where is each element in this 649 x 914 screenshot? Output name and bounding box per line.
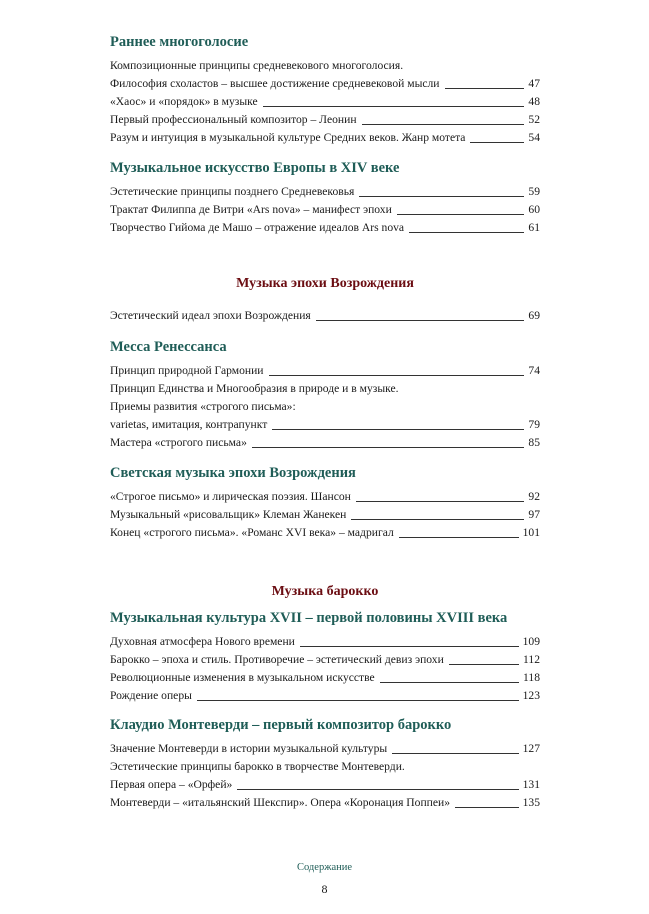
- section-title: Музыкальное искусство Европы в XIV веке: [110, 160, 400, 176]
- toc-entry-title: Разум и интуиция в музыкальной культуре Средних веков. Жанр мотета: [110, 131, 466, 144]
- leader-line: [300, 646, 519, 647]
- toc-entry-page: 101: [522, 526, 540, 539]
- toc-entry-title: Философия схоластов – высшее достижение средневековой мысли: [110, 77, 440, 90]
- leader-line: [392, 753, 518, 754]
- toc-entry-page: 109: [522, 635, 540, 648]
- leader-line: [197, 700, 519, 701]
- part-renaissance: [110, 274, 540, 325]
- toc-entry[interactable]: [110, 201, 540, 219]
- running-footer-title: Содержание: [296, 862, 353, 873]
- section-title: Раннее многоголосие: [110, 34, 249, 50]
- toc-entry-page: 135: [522, 796, 540, 809]
- toc-entry-title: Принцип природной Гармонии: [110, 364, 264, 377]
- toc-entry-title: «Строгое письмо» и лирическая поэзия. Шансон: [110, 490, 351, 503]
- part-title: Музыка барокко: [271, 584, 379, 599]
- leader-line: [272, 429, 524, 430]
- toc-entry[interactable]: [110, 740, 540, 758]
- toc-entry-text: Принцип Единства и Многообразия в природе и в музыке.: [110, 382, 399, 395]
- section-title: Светская музыка эпохи Возрождения: [110, 465, 356, 481]
- leader-line: [252, 447, 525, 448]
- toc-entry-title: Революционные изменения в музыкальном искусстве: [110, 671, 375, 684]
- toc-entry-page: 54: [528, 131, 540, 144]
- leader-line: [397, 214, 525, 215]
- leader-line: [263, 106, 525, 107]
- toc-entry[interactable]: [110, 219, 540, 237]
- leader-line: [399, 537, 519, 538]
- toc-entry[interactable]: [110, 416, 540, 434]
- toc-entry-title: Мастера «строгого письма»: [110, 436, 247, 449]
- toc-entry-text: Эстетические принципы барокко в творчестве Монтеверди.: [110, 760, 405, 773]
- toc-entry[interactable]: [110, 111, 540, 129]
- toc-entry[interactable]: [110, 651, 540, 669]
- toc-entry[interactable]: [110, 524, 540, 542]
- page-number: 8: [321, 882, 328, 896]
- leader-line: [449, 664, 519, 665]
- toc-entry-text: Композиционные принципы средневекового многоголосия.: [110, 59, 404, 72]
- toc-entry-page: 79: [528, 418, 540, 431]
- toc-entry[interactable]: [110, 794, 540, 812]
- toc-entry[interactable]: [110, 93, 540, 111]
- toc-entry[interactable]: [110, 687, 540, 705]
- leader-line: [362, 124, 525, 125]
- leader-line: [316, 320, 525, 321]
- toc-entry[interactable]: [110, 183, 540, 201]
- toc-entry-title: Первая опера – «Орфей»: [110, 778, 233, 791]
- toc-entry-page: 131: [522, 778, 540, 791]
- section-early-polyphony: [110, 32, 540, 147]
- toc-entry-title: Монтеверди – «итальянский Шекспир». Опера «Коронация Поппеи»: [110, 796, 451, 809]
- toc-entry-page: 74: [528, 364, 540, 377]
- toc-entry-page: 52: [528, 113, 540, 126]
- toc-entry-page: 92: [528, 490, 540, 503]
- toc-entry-title: Творчество Гийома де Машо – отражение идеалов Ars nova: [110, 221, 405, 234]
- toc-entry[interactable]: [110, 669, 540, 687]
- toc-entry-title: Рождение оперы: [110, 689, 192, 702]
- toc-entry-title: Конец «строгого письма». «Романс XVI века» – мадригал: [110, 526, 394, 539]
- toc-entry-page: 85: [528, 436, 540, 449]
- section-xiv-century: [110, 158, 540, 237]
- section-xvii-culture: [110, 608, 540, 705]
- toc-entry-title: Духовная атмосфера Нового времени: [110, 635, 295, 648]
- leader-line: [380, 682, 519, 683]
- toc-entry-title: Барокко – эпоха и стиль. Противоречие – эстетический девиз эпохи: [110, 653, 444, 666]
- toc-entry[interactable]: [110, 488, 540, 506]
- section-secular-music: [110, 463, 540, 542]
- toc-entry-page: 61: [528, 221, 540, 234]
- toc-entry-title: Трактат Филиппа де Витри «Ars nova» – манифест эпохи: [110, 203, 392, 216]
- toc-entry-page: 69: [528, 309, 540, 322]
- part-baroque: [110, 582, 540, 602]
- leader-line: [359, 196, 524, 197]
- toc-entry-title: Значение Монтеверди в истории музыкальной культуры: [110, 742, 388, 755]
- toc-entry-page: 118: [523, 671, 540, 684]
- section-title: Клаудио Монтеверди – первый композитор барокко: [110, 717, 452, 733]
- section-title: Музыкальная культура XVII – первой половины XVIII века: [110, 610, 508, 626]
- leader-line: [445, 88, 525, 89]
- part-title: Музыка эпохи Возрождения: [236, 276, 414, 291]
- toc-entry-page: 59: [528, 185, 540, 198]
- leader-line: [356, 501, 525, 502]
- toc-entry-title: Эстетический идеал эпохи Возрождения: [110, 309, 311, 322]
- leader-line: [470, 142, 524, 143]
- toc-entry-page: 60: [528, 203, 540, 216]
- leader-line: [409, 232, 524, 233]
- toc-entry[interactable]: [110, 434, 540, 452]
- toc-entry[interactable]: [110, 506, 540, 524]
- toc-entry-page: 123: [522, 689, 540, 702]
- toc-entry-title: varietas, имитация, контрапункт: [110, 418, 268, 431]
- toc-entry[interactable]: [110, 307, 540, 325]
- leader-line: [237, 789, 518, 790]
- section-renaissance-mass: [110, 337, 540, 452]
- toc-entry-page: 112: [523, 653, 540, 666]
- toc-entry-title: Музыкальный «рисовальщик» Клеман Жанекен: [110, 508, 347, 521]
- toc-entry-title: Эстетические принципы позднего Средневековья: [110, 185, 355, 198]
- toc-entry-title: «Хаос» и «порядок» в музыке: [110, 95, 258, 108]
- leader-line: [269, 375, 525, 376]
- toc-entry-page: 97: [528, 508, 540, 521]
- toc-entry[interactable]: [110, 776, 540, 794]
- toc-entry[interactable]: [110, 75, 540, 93]
- toc-entry[interactable]: [110, 362, 540, 380]
- toc-entry-page: 48: [528, 95, 540, 108]
- section-title: Месса Ренессанса: [110, 339, 227, 355]
- toc-entry-text: Приемы развития «строгого письма»:: [110, 400, 296, 413]
- toc-entry-page: 127: [522, 742, 540, 755]
- leader-line: [455, 807, 519, 808]
- toc-entry-page: 47: [528, 77, 540, 90]
- toc-entry[interactable]: [110, 129, 540, 147]
- section-monteverdi: [110, 715, 540, 812]
- toc-entry-title: Первый профессиональный композитор – Леонин: [110, 113, 357, 126]
- toc-entry[interactable]: [110, 633, 540, 651]
- leader-line: [351, 519, 524, 520]
